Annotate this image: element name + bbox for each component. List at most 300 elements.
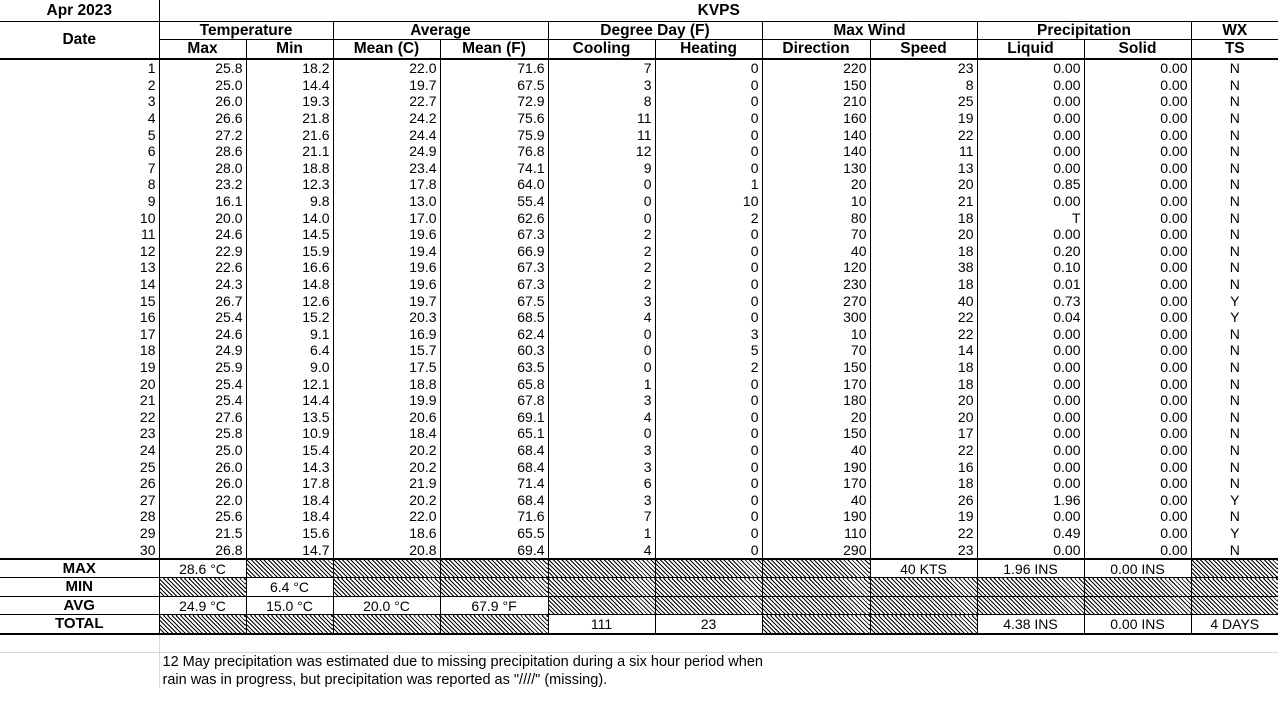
solid-precip-cell: 0.00 bbox=[1084, 259, 1191, 276]
min-temp-cell: 12.6 bbox=[246, 292, 333, 309]
mean-f-cell: 71.4 bbox=[440, 475, 548, 492]
hatched-cell bbox=[655, 578, 762, 597]
max-temp-cell: 26.0 bbox=[159, 475, 246, 492]
cooling-dd-cell: 2 bbox=[548, 276, 655, 293]
solid-precip-cell: 0.00 bbox=[1084, 292, 1191, 309]
col-min: Min bbox=[246, 40, 333, 60]
cooling-dd-cell: 8 bbox=[548, 93, 655, 110]
day-cell: 6 bbox=[0, 143, 159, 160]
day-cell: 22 bbox=[0, 408, 159, 425]
liquid-precip-cell: 0.00 bbox=[977, 326, 1084, 343]
mean-c-cell: 17.8 bbox=[333, 176, 440, 193]
mean-f-cell: 68.4 bbox=[440, 458, 548, 475]
wind-direction-cell: 190 bbox=[762, 508, 870, 525]
heating-dd-cell: 10 bbox=[655, 193, 762, 210]
mean-f-cell: 74.1 bbox=[440, 160, 548, 177]
solid-precip-cell: 0.00 bbox=[1084, 59, 1191, 77]
max-temp-cell: 27.2 bbox=[159, 126, 246, 143]
heating-dd-cell: 0 bbox=[655, 93, 762, 110]
empty-cell bbox=[0, 634, 159, 653]
min-temp-cell: 6.4 bbox=[246, 342, 333, 359]
avg-mean-f-value: 67.9 °F bbox=[440, 596, 548, 615]
heating-dd-cell: 2 bbox=[655, 209, 762, 226]
max-temp-cell: 21.5 bbox=[159, 525, 246, 542]
heating-dd-cell: 0 bbox=[655, 143, 762, 160]
min-temp-cell: 18.4 bbox=[246, 491, 333, 508]
min-temp-cell: 18.8 bbox=[246, 160, 333, 177]
mean-f-cell: 62.4 bbox=[440, 326, 548, 343]
liquid-precip-cell: 0.49 bbox=[977, 525, 1084, 542]
min-temp-cell: 15.9 bbox=[246, 243, 333, 260]
wind-speed-cell: 22 bbox=[870, 126, 977, 143]
solid-precip-cell: 0.00 bbox=[1084, 392, 1191, 409]
day-cell: 25 bbox=[0, 458, 159, 475]
solid-precip-cell: 0.00 bbox=[1084, 425, 1191, 442]
mean-c-cell: 22.7 bbox=[333, 93, 440, 110]
mean-c-cell: 20.2 bbox=[333, 458, 440, 475]
liquid-precip-cell: 0.00 bbox=[977, 392, 1084, 409]
table-row bbox=[0, 342, 1278, 359]
day-cell: 18 bbox=[0, 342, 159, 359]
heating-dd-cell: 0 bbox=[655, 110, 762, 127]
table-row bbox=[0, 408, 1278, 425]
mean-f-cell: 67.5 bbox=[440, 292, 548, 309]
solid-precip-cell: 0.00 bbox=[1084, 209, 1191, 226]
avg-mean-c-value: 20.0 °C bbox=[333, 596, 440, 615]
total-liquid-value: 4.38 INS bbox=[977, 615, 1084, 634]
average-group: Average bbox=[333, 22, 548, 40]
wind-speed-cell: 23 bbox=[870, 541, 977, 559]
max-temp-cell: 26.6 bbox=[159, 110, 246, 127]
liquid-precip-cell: 0.00 bbox=[977, 59, 1084, 77]
day-cell: 2 bbox=[0, 77, 159, 94]
min-temp-cell: 13.5 bbox=[246, 408, 333, 425]
cooling-dd-cell: 4 bbox=[548, 541, 655, 559]
min-temp-cell: 15.6 bbox=[246, 525, 333, 542]
max-wind-value: 40 KTS bbox=[870, 559, 977, 578]
cooling-dd-cell: 0 bbox=[548, 193, 655, 210]
cooling-dd-cell: 7 bbox=[548, 59, 655, 77]
wind-speed-cell: 22 bbox=[870, 309, 977, 326]
max-temp-cell: 24.9 bbox=[159, 342, 246, 359]
heating-dd-cell: 0 bbox=[655, 292, 762, 309]
wind-speed-cell: 25 bbox=[870, 93, 977, 110]
solid-precip-cell: 0.00 bbox=[1084, 491, 1191, 508]
liquid-precip-cell: 0.04 bbox=[977, 309, 1084, 326]
heating-dd-cell: 0 bbox=[655, 475, 762, 492]
mean-f-cell: 63.5 bbox=[440, 359, 548, 376]
heating-dd-cell: 1 bbox=[655, 176, 762, 193]
cooling-dd-cell: 3 bbox=[548, 491, 655, 508]
cooling-dd-cell: 7 bbox=[548, 508, 655, 525]
mean-f-cell: 67.3 bbox=[440, 259, 548, 276]
thunderstorm-cell: N bbox=[1229, 242, 1240, 259]
wind-speed-cell: 18 bbox=[870, 359, 977, 376]
min-temp-cell: 16.6 bbox=[246, 259, 333, 276]
wind-direction-cell: 230 bbox=[762, 276, 870, 293]
liquid-precip-cell: 0.00 bbox=[977, 458, 1084, 475]
min-temp-cell: 21.8 bbox=[246, 110, 333, 127]
min-temp-cell: 12.1 bbox=[246, 375, 333, 392]
liquid-precip-cell: 1.96 bbox=[977, 491, 1084, 508]
max-temp-cell: 23.2 bbox=[159, 176, 246, 193]
hatched-cell bbox=[655, 559, 762, 578]
wind-speed-cell: 14 bbox=[870, 342, 977, 359]
mean-f-cell: 62.6 bbox=[440, 209, 548, 226]
solid-precip-cell: 0.00 bbox=[1084, 110, 1191, 127]
heating-dd-cell: 0 bbox=[655, 243, 762, 260]
mean-c-cell: 13.0 bbox=[333, 193, 440, 210]
heating-dd-cell: 0 bbox=[655, 226, 762, 243]
day-cell: 7 bbox=[0, 160, 159, 177]
day-cell: 30 bbox=[0, 541, 159, 559]
wind-direction-cell: 10 bbox=[762, 326, 870, 343]
solid-precip-cell: 0.00 bbox=[1084, 442, 1191, 459]
day-cell: 27 bbox=[0, 491, 159, 508]
liquid-precip-cell: 0.00 bbox=[977, 110, 1084, 127]
table-row bbox=[0, 292, 1278, 309]
thunderstorm-cell: N bbox=[1229, 209, 1240, 226]
table-row bbox=[0, 160, 1278, 177]
wind-direction-cell: 20 bbox=[762, 176, 870, 193]
liquid-precip-cell: 0.00 bbox=[977, 475, 1084, 492]
max-temp-cell: 25.4 bbox=[159, 309, 246, 326]
max-temp-cell: 24.3 bbox=[159, 276, 246, 293]
hatched-cell bbox=[440, 578, 548, 597]
wind-direction-cell: 220 bbox=[762, 59, 870, 77]
mean-c-cell: 15.7 bbox=[333, 342, 440, 359]
wind-speed-cell: 16 bbox=[870, 458, 977, 475]
liquid-precip-cell: 0.00 bbox=[977, 93, 1084, 110]
min-temp-cell: 17.8 bbox=[246, 475, 333, 492]
mean-c-cell: 23.4 bbox=[333, 160, 440, 177]
wind-speed-cell: 18 bbox=[870, 375, 977, 392]
max-temp-cell: 24.6 bbox=[159, 226, 246, 243]
day-cell: 28 bbox=[0, 508, 159, 525]
max-temp-cell: 25.0 bbox=[159, 442, 246, 459]
min-temp-cell: 9.0 bbox=[246, 359, 333, 376]
mean-f-cell: 68.5 bbox=[440, 309, 548, 326]
max-row-label: MAX bbox=[0, 559, 159, 578]
table-row bbox=[0, 425, 1278, 442]
hatched-cell bbox=[977, 578, 1084, 597]
table-row bbox=[0, 143, 1278, 160]
mean-c-cell: 18.8 bbox=[333, 375, 440, 392]
solid-precip-cell: 0.00 bbox=[1084, 126, 1191, 143]
hatched-cell bbox=[762, 615, 870, 634]
max-wind-group: Max Wind bbox=[762, 22, 977, 40]
hatched-cell bbox=[440, 559, 548, 578]
day-cell: 15 bbox=[0, 292, 159, 309]
wind-direction-cell: 300 bbox=[762, 309, 870, 326]
wind-speed-cell: 19 bbox=[870, 508, 977, 525]
wind-direction-cell: 130 bbox=[762, 160, 870, 177]
solid-precip-cell: 0.00 bbox=[1084, 359, 1191, 376]
wind-speed-cell: 20 bbox=[870, 226, 977, 243]
cooling-dd-cell: 1 bbox=[548, 525, 655, 542]
thunderstorm-cell: N bbox=[1229, 425, 1240, 442]
max-temp-cell: 28.0 bbox=[159, 160, 246, 177]
solid-precip-cell: 0.00 bbox=[1084, 541, 1191, 559]
day-cell: 10 bbox=[0, 209, 159, 226]
mean-c-cell: 17.0 bbox=[333, 209, 440, 226]
col-mean-f: Mean (F) bbox=[440, 40, 548, 60]
mean-f-cell: 65.5 bbox=[440, 525, 548, 542]
col-speed: Speed bbox=[870, 40, 977, 60]
daily-rows bbox=[0, 59, 1278, 559]
hatched-cell bbox=[1191, 559, 1278, 578]
max-temp-cell: 25.0 bbox=[159, 77, 246, 94]
wind-direction-cell: 150 bbox=[762, 425, 870, 442]
wind-speed-cell: 22 bbox=[870, 326, 977, 343]
mean-f-cell: 68.4 bbox=[440, 442, 548, 459]
min-temp-cell: 19.3 bbox=[246, 93, 333, 110]
solid-precip-cell: 0.00 bbox=[1084, 193, 1191, 210]
table-row bbox=[0, 209, 1278, 226]
table-row bbox=[0, 508, 1278, 525]
cooling-dd-cell: 3 bbox=[548, 442, 655, 459]
wind-direction-cell: 210 bbox=[762, 93, 870, 110]
solid-precip-cell: 0.00 bbox=[1084, 458, 1191, 475]
mean-f-cell: 76.8 bbox=[440, 143, 548, 160]
min-temp-cell: 14.8 bbox=[246, 276, 333, 293]
table-row bbox=[0, 442, 1278, 459]
thunderstorm-cell: N bbox=[1229, 276, 1240, 293]
thunderstorm-cell: Y bbox=[1230, 309, 1240, 326]
liquid-precip-cell: 0.00 bbox=[977, 442, 1084, 459]
table-row bbox=[0, 259, 1278, 276]
hatched-cell bbox=[548, 596, 655, 615]
min-temp-cell: 14.4 bbox=[246, 392, 333, 409]
wind-speed-cell: 18 bbox=[870, 276, 977, 293]
avg-max-value: 24.9 °C bbox=[159, 596, 246, 615]
wind-speed-cell: 18 bbox=[870, 475, 977, 492]
table-row bbox=[0, 541, 1278, 559]
wind-direction-cell: 70 bbox=[762, 226, 870, 243]
cooling-dd-cell: 2 bbox=[548, 259, 655, 276]
mean-c-cell: 19.6 bbox=[333, 259, 440, 276]
table-row bbox=[0, 110, 1278, 127]
wind-speed-cell: 13 bbox=[870, 160, 977, 177]
solid-precip-cell: 0.00 bbox=[1084, 176, 1191, 193]
day-cell: 17 bbox=[0, 326, 159, 343]
thunderstorm-cell: N bbox=[1229, 193, 1240, 210]
table-row bbox=[0, 176, 1278, 193]
day-cell: 1 bbox=[0, 59, 159, 77]
solid-precip-cell: 0.00 bbox=[1084, 243, 1191, 260]
total-ts-value: 4 DAYS bbox=[1191, 615, 1278, 634]
liquid-precip-cell: 0.00 bbox=[977, 193, 1084, 210]
mean-f-cell: 60.3 bbox=[440, 342, 548, 359]
min-temp-cell: 14.4 bbox=[246, 77, 333, 94]
day-cell: 9 bbox=[0, 193, 159, 210]
heating-dd-cell: 0 bbox=[655, 276, 762, 293]
mean-f-cell: 67.3 bbox=[440, 276, 548, 293]
liquid-precip-cell: 0.00 bbox=[977, 160, 1084, 177]
liquid-precip-cell: 0.00 bbox=[977, 226, 1084, 243]
solid-precip-cell: 0.00 bbox=[1084, 375, 1191, 392]
thunderstorm-cell: N bbox=[1229, 110, 1240, 127]
liquid-precip-cell: 0.00 bbox=[977, 541, 1084, 559]
thunderstorm-cell: Y bbox=[1230, 524, 1240, 541]
wind-speed-cell: 8 bbox=[870, 77, 977, 94]
wind-speed-cell: 19 bbox=[870, 110, 977, 127]
heating-dd-cell: 0 bbox=[655, 160, 762, 177]
avg-row-label: AVG bbox=[0, 596, 159, 615]
table-row bbox=[0, 491, 1278, 508]
col-cooling: Cooling bbox=[548, 40, 655, 60]
col-liquid: Liquid bbox=[977, 40, 1084, 60]
table-row bbox=[0, 392, 1278, 409]
mean-f-cell: 75.9 bbox=[440, 126, 548, 143]
empty-cell bbox=[159, 634, 1278, 653]
station-id: KVPS bbox=[159, 0, 1278, 22]
mean-f-cell: 75.6 bbox=[440, 110, 548, 127]
table-row bbox=[0, 359, 1278, 376]
day-cell: 3 bbox=[0, 93, 159, 110]
day-cell: 11 bbox=[0, 226, 159, 243]
heating-dd-cell: 0 bbox=[655, 425, 762, 442]
mean-c-cell: 19.9 bbox=[333, 392, 440, 409]
solid-precip-cell: 0.00 bbox=[1084, 508, 1191, 525]
thunderstorm-cell: N bbox=[1229, 342, 1240, 359]
cooling-dd-cell: 3 bbox=[548, 458, 655, 475]
mean-f-cell: 66.9 bbox=[440, 243, 548, 260]
wind-speed-cell: 26 bbox=[870, 491, 977, 508]
mean-c-cell: 18.6 bbox=[333, 525, 440, 542]
thunderstorm-cell: N bbox=[1229, 392, 1240, 409]
cooling-dd-cell: 11 bbox=[548, 110, 655, 127]
wind-direction-cell: 70 bbox=[762, 342, 870, 359]
cooling-dd-cell: 0 bbox=[548, 342, 655, 359]
table-row bbox=[0, 475, 1278, 492]
col-solid: Solid bbox=[1084, 40, 1191, 60]
max-temp-cell: 20.0 bbox=[159, 209, 246, 226]
wind-direction-cell: 170 bbox=[762, 475, 870, 492]
liquid-precip-cell: 0.00 bbox=[977, 508, 1084, 525]
solid-precip-cell: 0.00 bbox=[1084, 326, 1191, 343]
day-cell: 24 bbox=[0, 442, 159, 459]
wind-speed-cell: 22 bbox=[870, 525, 977, 542]
liquid-precip-cell: 0.00 bbox=[977, 126, 1084, 143]
solid-precip-cell: 0.00 bbox=[1084, 475, 1191, 492]
hatched-cell bbox=[1191, 596, 1278, 615]
solid-precip-cell: 0.00 bbox=[1084, 309, 1191, 326]
mean-c-cell: 19.6 bbox=[333, 226, 440, 243]
mean-c-cell: 24.2 bbox=[333, 110, 440, 127]
wind-speed-cell: 20 bbox=[870, 408, 977, 425]
min-temp-cell: 9.8 bbox=[246, 193, 333, 210]
min-temp-cell: 21.6 bbox=[246, 126, 333, 143]
liquid-precip-cell: 0.20 bbox=[977, 243, 1084, 260]
mean-c-cell: 20.8 bbox=[333, 541, 440, 559]
wind-speed-cell: 18 bbox=[870, 209, 977, 226]
mean-c-cell: 24.9 bbox=[333, 143, 440, 160]
wind-speed-cell: 18 bbox=[870, 243, 977, 260]
hatched-cell bbox=[333, 578, 440, 597]
max-temp-cell: 16.1 bbox=[159, 193, 246, 210]
col-heating: Heating bbox=[655, 40, 762, 60]
max-temp-cell: 26.7 bbox=[159, 292, 246, 309]
min-temp-cell: 14.0 bbox=[246, 209, 333, 226]
min-temp-cell: 9.1 bbox=[246, 326, 333, 343]
cooling-dd-cell: 4 bbox=[548, 309, 655, 326]
hatched-cell bbox=[655, 596, 762, 615]
table-row bbox=[0, 458, 1278, 475]
mean-c-cell: 24.4 bbox=[333, 126, 440, 143]
mean-f-cell: 65.1 bbox=[440, 425, 548, 442]
mean-c-cell: 18.4 bbox=[333, 425, 440, 442]
min-temp-cell: 18.4 bbox=[246, 508, 333, 525]
max-temp-cell: 22.0 bbox=[159, 491, 246, 508]
thunderstorm-cell: N bbox=[1229, 259, 1240, 276]
min-temp-cell: 12.3 bbox=[246, 176, 333, 193]
empty-cell bbox=[0, 653, 159, 671]
heating-dd-cell: 0 bbox=[655, 259, 762, 276]
liquid-precip-cell: 0.85 bbox=[977, 176, 1084, 193]
max-temp-cell: 26.8 bbox=[159, 541, 246, 559]
degree-day-group: Degree Day (F) bbox=[548, 22, 762, 40]
cooling-dd-cell: 6 bbox=[548, 475, 655, 492]
table-row bbox=[0, 93, 1278, 110]
hatched-cell bbox=[548, 578, 655, 597]
liquid-precip-cell: 0.10 bbox=[977, 259, 1084, 276]
thunderstorm-cell: Y bbox=[1230, 292, 1240, 309]
liquid-precip-cell: 0.00 bbox=[977, 375, 1084, 392]
table-row bbox=[0, 77, 1278, 94]
footnote-area bbox=[0, 634, 1278, 689]
min-row-label: MIN bbox=[0, 578, 159, 597]
max-liquid-value: 1.96 INS bbox=[977, 559, 1084, 578]
mean-c-cell: 19.4 bbox=[333, 243, 440, 260]
mean-f-cell: 65.8 bbox=[440, 375, 548, 392]
mean-f-cell: 64.0 bbox=[440, 176, 548, 193]
liquid-precip-cell: 0.00 bbox=[977, 143, 1084, 160]
wind-direction-cell: 80 bbox=[762, 209, 870, 226]
wind-direction-cell: 270 bbox=[762, 292, 870, 309]
day-cell: 13 bbox=[0, 259, 159, 276]
wind-speed-cell: 11 bbox=[870, 143, 977, 160]
max-solid-value: 0.00 INS bbox=[1084, 559, 1191, 578]
min-temp-cell: 14.5 bbox=[246, 226, 333, 243]
mean-c-cell: 20.2 bbox=[333, 442, 440, 459]
empty-cell bbox=[0, 671, 159, 689]
heating-dd-cell: 0 bbox=[655, 392, 762, 409]
wind-direction-cell: 150 bbox=[762, 77, 870, 94]
day-cell: 14 bbox=[0, 276, 159, 293]
solid-precip-cell: 0.00 bbox=[1084, 143, 1191, 160]
liquid-precip-cell: 0.00 bbox=[977, 425, 1084, 442]
cooling-dd-cell: 9 bbox=[548, 160, 655, 177]
total-heating-value: 23 bbox=[655, 615, 762, 634]
mean-c-cell: 19.7 bbox=[333, 292, 440, 309]
hatched-cell bbox=[1084, 596, 1191, 615]
cooling-dd-cell: 3 bbox=[548, 77, 655, 94]
hatched-cell bbox=[762, 596, 870, 615]
heating-dd-cell: 0 bbox=[655, 375, 762, 392]
mean-c-cell: 19.7 bbox=[333, 77, 440, 94]
table-row bbox=[0, 276, 1278, 293]
cooling-dd-cell: 3 bbox=[548, 292, 655, 309]
table-row bbox=[0, 326, 1278, 343]
mean-f-cell: 67.8 bbox=[440, 392, 548, 409]
hatched-cell bbox=[548, 559, 655, 578]
liquid-precip-cell: T bbox=[977, 209, 1084, 226]
hatched-cell bbox=[870, 596, 977, 615]
wind-speed-cell: 40 bbox=[870, 292, 977, 309]
heating-dd-cell: 0 bbox=[655, 59, 762, 77]
day-cell: 26 bbox=[0, 475, 159, 492]
